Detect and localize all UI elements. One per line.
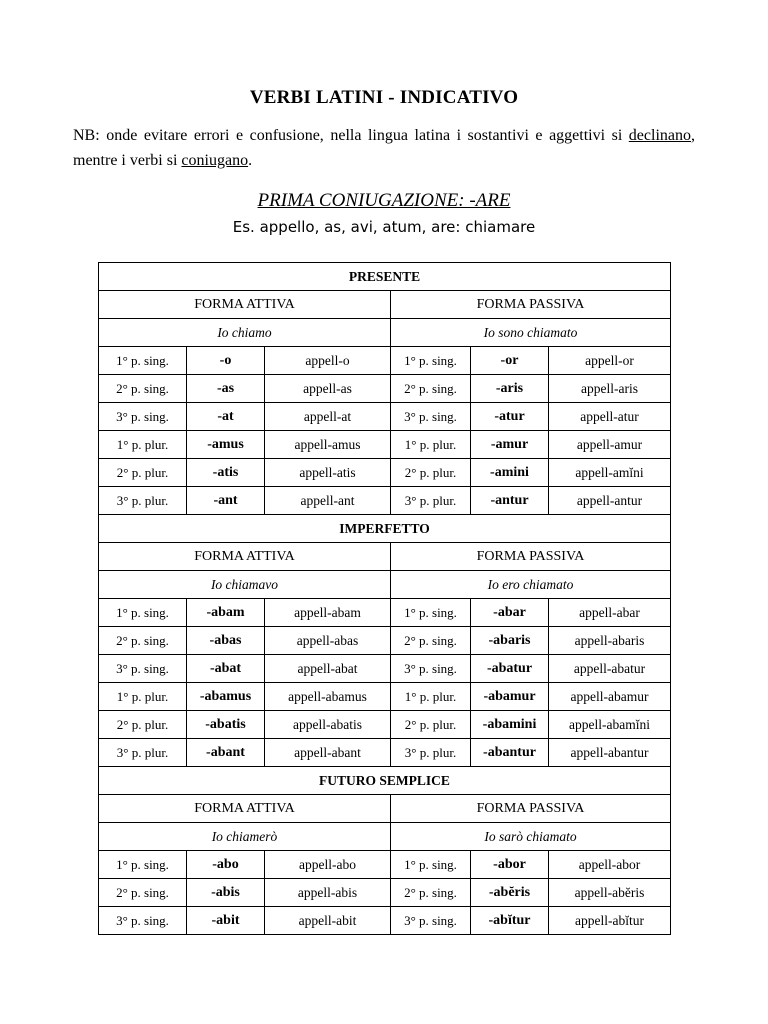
active-form-label: FORMA ATTIVA bbox=[99, 291, 391, 319]
passive-person: 2° p. plur. bbox=[391, 459, 471, 487]
passive-ending: -amur bbox=[471, 431, 549, 459]
passive-ending: -aris bbox=[471, 375, 549, 403]
passive-ending: -antur bbox=[471, 487, 549, 515]
active-form: appell-abas bbox=[265, 627, 391, 655]
passive-person: 2° p. sing. bbox=[391, 879, 471, 907]
passive-ending: -atur bbox=[471, 403, 549, 431]
active-ending: -abat bbox=[187, 655, 265, 683]
active-person: 1° p. plur. bbox=[99, 431, 187, 459]
passive-ending: -abĭtur bbox=[471, 907, 549, 935]
passive-form: appell-atur bbox=[549, 403, 671, 431]
table-row bbox=[99, 907, 671, 935]
table-row bbox=[99, 655, 671, 683]
section-title: PRIMA CONIUGAZIONE: -ARE bbox=[257, 190, 511, 211]
passive-translation: Io sarò chiamato bbox=[391, 823, 671, 851]
active-ending: -abam bbox=[187, 599, 265, 627]
passive-ending: -abaris bbox=[471, 627, 549, 655]
active-form: appell-o bbox=[265, 347, 391, 375]
passive-person: 1° p. plur. bbox=[391, 683, 471, 711]
active-ending: -abo bbox=[187, 851, 265, 879]
passive-ending: -abor bbox=[471, 851, 549, 879]
translation-row bbox=[99, 319, 671, 347]
passive-form: appell-abĭtur bbox=[549, 907, 671, 935]
active-ending: -as bbox=[187, 375, 265, 403]
table-row bbox=[99, 851, 671, 879]
active-form: appell-abant bbox=[265, 739, 391, 767]
passive-form: appell-or bbox=[549, 347, 671, 375]
table-row bbox=[99, 347, 671, 375]
passive-person: 1° p. plur. bbox=[391, 431, 471, 459]
passive-form: appell-abamur bbox=[549, 683, 671, 711]
active-person: 3° p. sing. bbox=[99, 403, 187, 431]
passive-form: appell-abantur bbox=[549, 739, 671, 767]
passive-person: 3° p. plur. bbox=[391, 739, 471, 767]
active-ending: -o bbox=[187, 347, 265, 375]
table-row bbox=[99, 879, 671, 907]
active-form: appell-abo bbox=[265, 851, 391, 879]
conjugation-table-body bbox=[99, 263, 671, 935]
active-form: appell-amus bbox=[265, 431, 391, 459]
active-translation: Io chiamerò bbox=[99, 823, 391, 851]
active-ending: -amus bbox=[187, 431, 265, 459]
table-row bbox=[99, 403, 671, 431]
passive-ending: -abamur bbox=[471, 683, 549, 711]
passive-person: 1° p. sing. bbox=[391, 347, 471, 375]
active-form-label: FORMA ATTIVA bbox=[99, 795, 391, 823]
passive-ending: -or bbox=[471, 347, 549, 375]
active-person: 3° p. plur. bbox=[99, 487, 187, 515]
note-underlined-coniugano: coniugano bbox=[181, 152, 249, 169]
table-row bbox=[99, 739, 671, 767]
tense-name: IMPERFETTO bbox=[99, 515, 671, 543]
active-person: 3° p. sing. bbox=[99, 655, 187, 683]
table-row bbox=[99, 375, 671, 403]
note-paragraph bbox=[73, 123, 695, 173]
passive-form: appell-abor bbox=[549, 851, 671, 879]
passive-form-label: FORMA PASSIVA bbox=[391, 543, 671, 571]
passive-person: 3° p. sing. bbox=[391, 403, 471, 431]
passive-form: appell-amĭni bbox=[549, 459, 671, 487]
passive-person: 3° p. sing. bbox=[391, 907, 471, 935]
active-translation: Io chiamo bbox=[99, 319, 391, 347]
active-form-label: FORMA ATTIVA bbox=[99, 543, 391, 571]
note-underlined-declinano: declinano bbox=[628, 127, 691, 144]
form-label-row bbox=[99, 795, 671, 823]
passive-person: 1° p. sing. bbox=[391, 851, 471, 879]
active-form: appell-abam bbox=[265, 599, 391, 627]
translation-row bbox=[99, 571, 671, 599]
passive-form: appell-amur bbox=[549, 431, 671, 459]
active-ending: -abis bbox=[187, 879, 265, 907]
table-row bbox=[99, 627, 671, 655]
table-row bbox=[99, 683, 671, 711]
active-form: appell-abit bbox=[265, 907, 391, 935]
table-row bbox=[99, 431, 671, 459]
table-row bbox=[99, 599, 671, 627]
active-form: appell-atis bbox=[265, 459, 391, 487]
conjugation-table bbox=[98, 262, 671, 935]
active-person: 2° p. sing. bbox=[99, 879, 187, 907]
passive-ending: -amini bbox=[471, 459, 549, 487]
active-person: 2° p. sing. bbox=[99, 375, 187, 403]
passive-ending: -abantur bbox=[471, 739, 549, 767]
active-form: appell-abamus bbox=[265, 683, 391, 711]
note-prefix: NB: onde evitare errori e confusione, nella lingua latina i sostantivi e aggettivi si bbox=[73, 127, 629, 144]
passive-form: appell-abaris bbox=[549, 627, 671, 655]
active-ending: -atis bbox=[187, 459, 265, 487]
active-person: 3° p. plur. bbox=[99, 739, 187, 767]
active-form: appell-abis bbox=[265, 879, 391, 907]
active-person: 2° p. plur. bbox=[99, 711, 187, 739]
passive-form: appell-abatur bbox=[549, 655, 671, 683]
passive-form: appell-abar bbox=[549, 599, 671, 627]
active-form: appell-ant bbox=[265, 487, 391, 515]
example-verb: Es. appello, as, avi, atum, are: chiamare bbox=[232, 218, 536, 236]
passive-person: 3° p. plur. bbox=[391, 487, 471, 515]
passive-ending: -abar bbox=[471, 599, 549, 627]
passive-form-label: FORMA PASSIVA bbox=[391, 291, 671, 319]
active-translation: Io chiamavo bbox=[99, 571, 391, 599]
active-person: 1° p. sing. bbox=[99, 347, 187, 375]
active-ending: -abamus bbox=[187, 683, 265, 711]
tense-header-row bbox=[99, 263, 671, 291]
active-ending: -abatis bbox=[187, 711, 265, 739]
passive-person: 2° p. sing. bbox=[391, 375, 471, 403]
active-person: 1° p. sing. bbox=[99, 851, 187, 879]
active-ending: -abas bbox=[187, 627, 265, 655]
passive-form-label: FORMA PASSIVA bbox=[391, 795, 671, 823]
passive-person: 1° p. sing. bbox=[391, 599, 471, 627]
table-row bbox=[99, 459, 671, 487]
passive-translation: Io sono chiamato bbox=[391, 319, 671, 347]
tense-name: PRESENTE bbox=[99, 263, 671, 291]
tense-header-row bbox=[99, 515, 671, 543]
active-person: 2° p. plur. bbox=[99, 459, 187, 487]
active-person: 3° p. sing. bbox=[99, 907, 187, 935]
note-middle: , mentre i verbi si bbox=[73, 127, 695, 169]
passive-form: appell-abamĭni bbox=[549, 711, 671, 739]
table-row bbox=[99, 711, 671, 739]
form-label-row bbox=[99, 291, 671, 319]
active-person: 2° p. sing. bbox=[99, 627, 187, 655]
active-ending: -abant bbox=[187, 739, 265, 767]
active-ending: -at bbox=[187, 403, 265, 431]
tense-name: FUTURO SEMPLICE bbox=[99, 767, 671, 795]
passive-person: 3° p. sing. bbox=[391, 655, 471, 683]
passive-ending: -abamini bbox=[471, 711, 549, 739]
passive-person: 2° p. sing. bbox=[391, 627, 471, 655]
note-suffix: . bbox=[248, 152, 253, 169]
active-person: 1° p. plur. bbox=[99, 683, 187, 711]
passive-form: appell-antur bbox=[549, 487, 671, 515]
passive-translation: Io ero chiamato bbox=[391, 571, 671, 599]
passive-ending: -abĕris bbox=[471, 879, 549, 907]
passive-form: appell-abĕris bbox=[549, 879, 671, 907]
passive-form: appell-aris bbox=[549, 375, 671, 403]
active-ending: -abit bbox=[187, 907, 265, 935]
active-form: appell-abat bbox=[265, 655, 391, 683]
form-label-row bbox=[99, 543, 671, 571]
active-person: 1° p. sing. bbox=[99, 599, 187, 627]
translation-row bbox=[99, 823, 671, 851]
tense-header-row bbox=[99, 767, 671, 795]
active-ending: -ant bbox=[187, 487, 265, 515]
passive-person: 2° p. plur. bbox=[391, 711, 471, 739]
passive-ending: -abatur bbox=[471, 655, 549, 683]
page-title: VERBI LATINI - INDICATIVO bbox=[249, 87, 519, 108]
table-row bbox=[99, 487, 671, 515]
active-form: appell-as bbox=[265, 375, 391, 403]
active-form: appell-abatis bbox=[265, 711, 391, 739]
active-form: appell-at bbox=[265, 403, 391, 431]
